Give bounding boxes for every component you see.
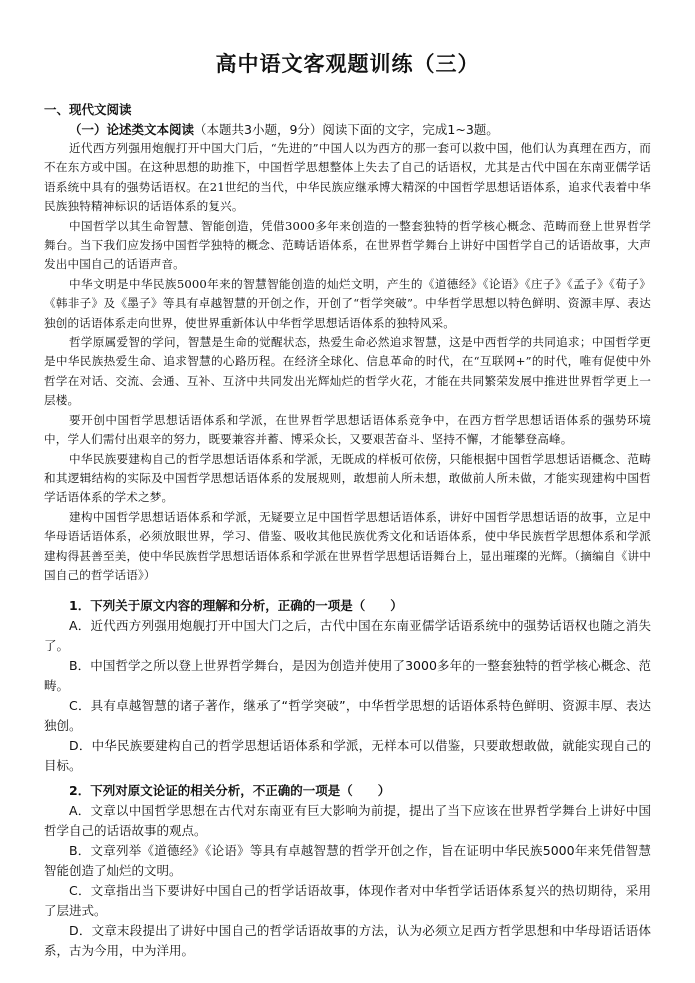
question-stem: 1．下列关于原文内容的理解和分析，正确的一项是（ ） bbox=[69, 598, 403, 614]
question-1 bbox=[44, 595, 651, 776]
subsection-label: （一）论述类文本阅读 bbox=[69, 122, 195, 137]
passage-paragraph: 要开创中国哲学思想话语体系和学派，在世界哲学思想话语体系竞争中，在西方哲学思想话语体系的强势环境中，学人们需付出艰辛的努力，既要兼容并蓄、博采众长，又要艰苦奋斗、坚持不懈，才能攀登高峰。 bbox=[44, 412, 651, 447]
passage-paragraph: 建构中国哲学思想话语体系和学派，无疑要立足中国哲学思想话语体系，讲好中国哲学思想话语的故事，立足中华母语话语体系，必须放眼世界，学习、借鉴、吸收其他民族优秀文化和话语体系，使中华民族哲学思想体系和学派建构得甚善至美，使中华民族哲学思想话语体系和学派在世界哲学思想话语舞台上，显出璀璨的光辉。（摘编自《讲中国自己的哲学话语》） bbox=[44, 509, 651, 582]
question-stem: 2．下列对原文论证的相关分析，不正确的一项是（ ） bbox=[69, 783, 391, 799]
document-title: 高中语文客观题训练（三） bbox=[215, 51, 480, 76]
reading-passage bbox=[44, 139, 651, 585]
passage-paragraph: 中华民族要建构自己的哲学思想话语体系和学派，无既成的样板可依傍，只能根据中国哲学思想话语概念、范畴和其逻辑结构的实际及中国哲学思想话语体系的发展规则，敢想前人所未想，敢做前人所未做，才能实现建构中国哲学话语体系的学术之梦。 bbox=[44, 451, 651, 505]
passage-paragraph: 近代西方列强用炮舰打开中国大门后，“先进的”中国人以为西方的那一套可以救中国，他们认为真理在西方，而不在东方或中国。在这种思想的助推下，中国哲学思想整体上失去了自己的话语权，尤其是古代中国在东南亚儒学话语系统中具有的强势话语权。在21世纪的当代，中华民族应继承博大精深的中国哲学思想话语体系，追求代表着中华民族独特精神标识的话语体系的复兴。 bbox=[44, 141, 651, 214]
passage-paragraph: 中国哲学以其生命智慧、智能创造，凭借3000多年来创造的一整套独特的哲学核心概念、范畴而登上世界哲学舞台。当下我们应发扬中国哲学独特的概念、范畴话语体系，在世界哲学舞台上讲好中国哲学自己的话语故事，大声发出中国自己的话语声音。 bbox=[44, 218, 651, 272]
option-d: D．文章末段提出了讲好中国自己的哲学话语故事的方法，认为必须立足西方哲学思想和中华母语话语体系，古为今用，中为洋用。 bbox=[44, 923, 651, 959]
questions-section bbox=[44, 595, 651, 961]
option-c: C．具有卓越智慧的诸子著作，继承了“哲学突破”，中华哲学思想的话语体系特色鲜明、资源丰厚、表达独创。 bbox=[44, 698, 651, 734]
option-b: B．中国哲学之所以登上世界哲学舞台，是因为创造并使用了3000多年的一整套独特的哲学核心概念、范畴。 bbox=[44, 658, 651, 694]
passage-paragraph: 哲学原属爱智的学问，智慧是生命的觉醒状态，热爱生命必然追求智慧，这是中西哲学的共同追求；中国哲学更是中华民族热爱生命、追求智慧的心路历程。在经济全球化、信息革命的时代，在“互联网+”的时代，唯有促使中外哲学在对话、交流、会通、互补、互济中共同发出光辉灿烂的哲学火花，才能在共同繁荣发展中推进世界哲学更上一层楼。 bbox=[44, 335, 651, 408]
subsection-instruction: （本题共3小题，9分）阅读下面的文字，完成1~3题。 bbox=[194, 122, 499, 137]
option-a: A．近代西方列强用炮舰打开中国大门之后，古代中国在东南亚儒学话语系统中的强势话语权也随之消失了。 bbox=[44, 618, 651, 654]
option-d: D．中华民族要建构自己的哲学思想话语体系和学派，无样本可以借鉴，只要敢想敢做，就能实现自己的目标。 bbox=[44, 738, 651, 774]
section-heading: 一、现代文阅读 bbox=[44, 102, 132, 117]
option-a: A．文章以中国哲学思想在古代对东南亚有巨大影响为前提，提出了当下应该在世界哲学舞台上讲好中国哲学自己的话语故事的观点。 bbox=[44, 803, 651, 839]
subsection-header bbox=[44, 120, 651, 139]
question-2 bbox=[44, 780, 651, 961]
option-c: C．文章指出当下要讲好中国自己的哲学话语故事，体现作者对中华哲学话语体系复兴的热切期待，采用了层进式。 bbox=[44, 883, 651, 919]
passage-paragraph: 中华文明是中华民族5000年来的智慧智能创造的灿烂文明，产生的《道德经》《论语》《庄子》《孟子》《荀子》《韩非子》及《墨子》等具有卓越智慧的开创之作，开创了“哲学突破”。中华哲学思想以特色鲜明、资源丰厚、表达独创的话语体系走向世界，使世界重新体认中华哲学思想话语体系的独特风采。 bbox=[44, 276, 651, 330]
option-b: B．文章列举《道德经》《论语》等具有卓越智慧的哲学开创之作，旨在证明中华民族5000年来凭借智慧智能创造了灿烂的文明。 bbox=[44, 843, 651, 879]
